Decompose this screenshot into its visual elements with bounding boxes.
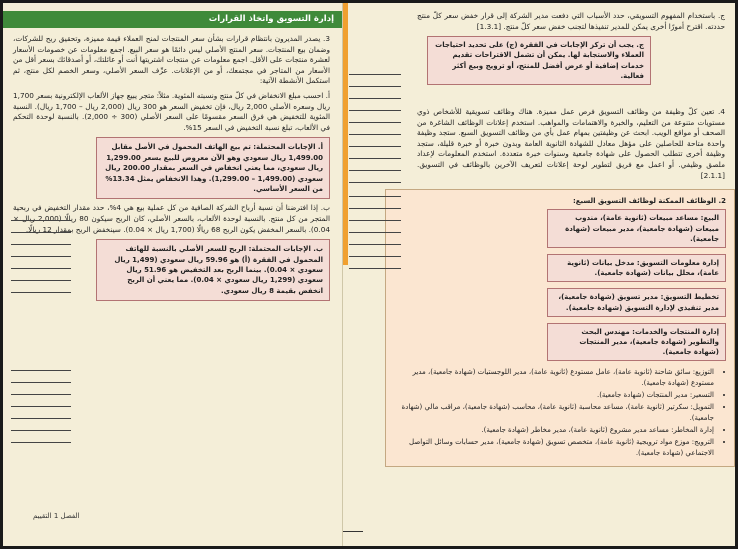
answer-lines-a [11, 209, 71, 293]
bullet-risk-management: • إدارة المخاطر: مساعد مدير مشروع (ثانوية عامة)، مدير مخاطر (شهادة جامعية). [394, 425, 714, 435]
page-corner-mark [343, 521, 363, 532]
section-header: إدارة التسويق واتخاذ القرارات [3, 11, 342, 28]
panel-item-marketing-planning: تخطيط التسويق: مدير تسويق (شهادة جامعية)، مدير تنفيذي لإدارة التسويق (شهادة جامعية). [547, 288, 726, 316]
bullet-promotion: • الترويج: موزع مواد ترويجية (ثانوية عامة)، متخصص تسويق (شهادة جامعية)، مدير حسابات وسائل التواصل الاجتماعي (شهادة جامعية). [394, 437, 714, 458]
answer-lines-4 [349, 185, 401, 269]
answer-box-b: ب. الإجابات المحتملة: الربح للسعر الأصلي بالنسبة للهاتف المحمول في الفقرة (أ) هو 59.96 ريال سعودي (1,499 ريال سعودي × 0.04). بينما الربح بعد التخفيض هو 51.96 ريال سعودي (1,299 ريال سعودي × 0.04). مما يعني أن الربح انخفض بقيمة 8 ريال سعودي. [96, 239, 330, 301]
question-4: 4. تعين كلّ وظيفة من وظائف التسويق فرص عمل مميزة. هناك وظائف تسويقية للأشخاص ذوي مستويات متنوعة من التعليم، والخبرة والاهتمامات والمواهب. استخدم إعلانات الوظائف الشاغرة من الصحف أو مواقع الويب. ابحث عن وظيفتين بمهام عمل بأي من وظائف التسويق السبع. ستجد وظيفة واحدة متاحة للحاصلين على مؤهل معادل للشهادة الثانوية العامة وبدون خبرة أو خبرة قليلة، ستجد وظيفة أخرى تتطلب الحصول على شهادة جامعية وسنوات خبرة متعددة. استخدم المعلومات لإعداد ملصق وظيفي. أو اعمل مع فريق لتطوير لوحة إعلانات لتعريف الآخرين بالوظائف في التسويق. [2.1.1] [417, 107, 725, 180]
answer-box-c: ج. يجب أن تركز الإجابات في الفقرة (ج) على تحديد احتياجات العملاء والاستجابة لها. يمكن أن تشمل الاقتراحات تقديم خدمات إضافية أو عرض أفضل للمنتج، أو ترويج وبيع أكثر فعالية. [427, 36, 651, 85]
answer-panel-4 [385, 189, 735, 467]
bullet-pricing: • التسعير: مدير المنتجات (شهادة جامعية). [394, 390, 714, 400]
bullet-distribution: • التوزيع: سائق شاحنة (ثانوية عامة)، عامل مستودع (ثانوية عامة)، مدير اللوجستيات (شهادة جامعية)، مدير مستودع (شهادة جامعية). [394, 367, 714, 388]
question-3b: ب. إذا افترضنا أن نسبة أرباح الشركة الصافية من كل عملية بيع هي 4%، حدد مقدار التخفيض في ربحية المتجر من كل منتج. بالنسبة لوحدة الألعاب، بالسعر الأصلي، كان الربح سيكون 80 ريالًا (2,000 ريال × 0.04). بالسعر المخفض يكون الربح 68 ريالًا (1,700 ريال × 0.04). سينخفض الربح بمقدار 12 ريالًا. [13, 203, 330, 234]
bullet-financing: • التمويل: سكرتير (ثانوية عامة)، مساعد محاسبة (ثانوية عامة)، محاسب (شهادة جامعية)، مراقب مالي (شهادة جامعية). [394, 402, 714, 423]
left-page [3, 3, 343, 546]
question-3a: أ. احسب مبلغ الانخفاض في كلّ منتج ونسبته المئوية. مثلاً: متجر يبيع جهاز الألعاب الإلكترونية بسعر 1,700 ريال وسعره الأصلي 2,000 ريال، فإن تخفيض السعر هو 300 ريال (2,000 ريال – 1,700 ريال). النسبة المئوية للتخفيض هي فرق السعر مقسومًا على السعر الأصلي (300 ÷ 2,000). بالنسبة لوحدة التحكم في الألعاب، تبلغ نسبة التخفيض في السعر 15%. [13, 90, 330, 132]
panel-item-marketing-info: إدارة معلومات التسويق: مدخل بيانات (ثانوية عامة)، محلل بيانات (شهادة جامعية). [547, 254, 726, 282]
bullet-list [394, 367, 726, 457]
panel-title: 2. الوظائف الممكنة لوظائف التسويق السبع: [572, 197, 726, 206]
answer-lines-b [11, 359, 71, 443]
page-ribbon [343, 3, 348, 265]
page-footer: الفصل 1 التقييم [33, 512, 80, 521]
answer-box-a: أ. الإجابات المحتملة: تم بيع الهاتف المحمول في الأصل مقابل 1,499.00 ريال سعودي وهو الآن معروض للبيع بسعر 1,299.00 ريال سعودي، مما يعني انخفاض في السعر بمقدار 200.00 ريال سعودي (1,499.00 – 1,299.00). وهذا الانخفاض يمثل 13.34% من السعر الأساسي. [96, 137, 330, 199]
right-page [343, 3, 735, 546]
panel-item-product-management: إدارة المنتجات والخدمات: مهندس البحث والتطوير (شهادة جامعية)، مدير المنتجات (شهادة جامعية). [547, 323, 726, 362]
question-3-intro: 3. يصدر المديرون بانتظام قرارات بشأن سعر المنتجات لمنح العملاء قيمة مميزة، وتحقيق ربح للشركات، وضمان بيع المنتجات. سعر المنتج الأصلي ليس دائمًا هو سعر البيع. اجمع معلومات عن خصومات الأسعار لعشرة منتجات على الأقل. اجمع معلومات عن منتجات اشتريتها أنت أو عائلتك، أو أصدقائك بسعر أقل من الأسعار من المتاجر في مجتمعك، أو من الإعلانات. عرِّف السعر الأصلي، وسعر الخصم لكل منتج، ثم استكمل الأنشطة الآتية: [13, 34, 330, 86]
book-spread [3, 3, 735, 546]
panel-item-sales: البيع: مساعد مبيعات (ثانوية عامة)، مندوب مبيعات (شهادة جامعية)، مدير مبيعات (شهادة جامعية). [547, 209, 726, 248]
question-3c: ج. باستخدام المفهوم التسويقي، حدد الأسباب التي دفعت مدير الشركة إلى قرار خفض سعر كلّ منتج حددته. اقترح أمورًا أخرى يمكن للمدير تنفيذها لتجنب خفض سعر كلّ منتج. [1.3.1] [417, 11, 725, 31]
answer-lines-c [349, 63, 401, 183]
